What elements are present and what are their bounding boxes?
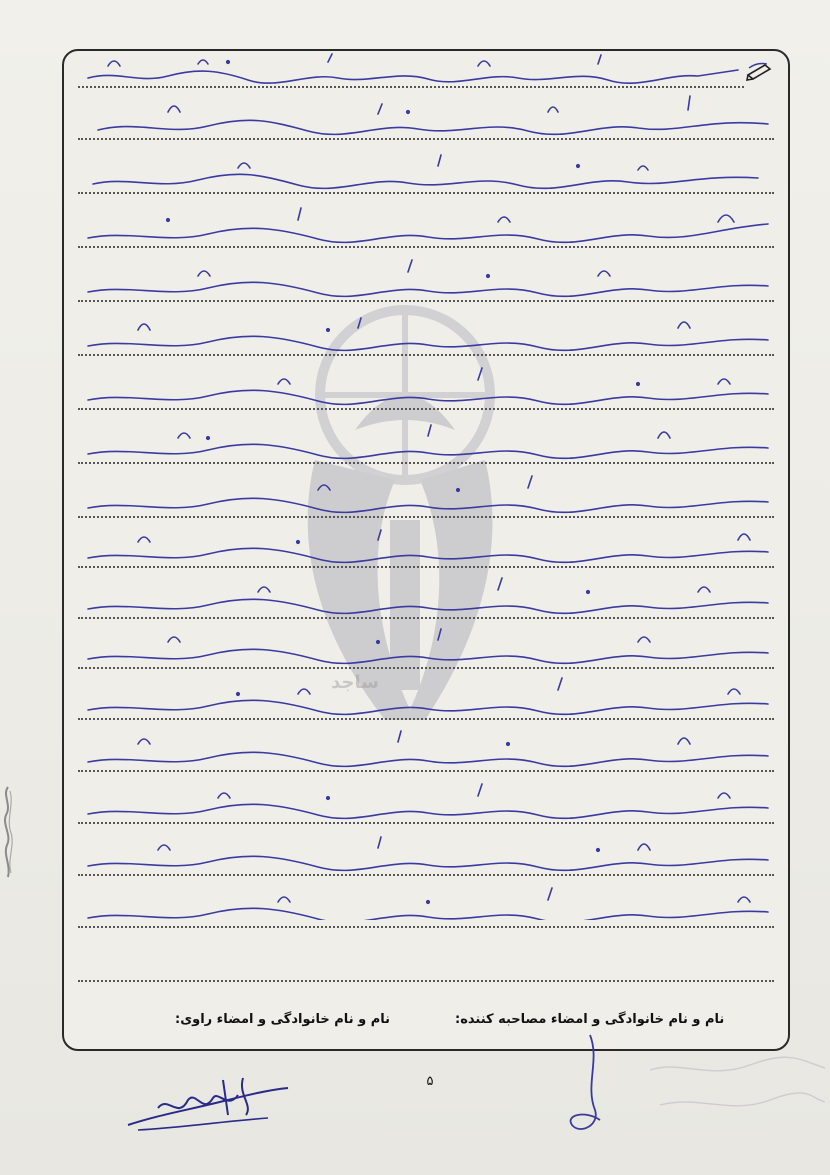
staple-icon — [0, 785, 16, 880]
ruled-line — [78, 926, 774, 928]
narrator-signature-label: نام و نام خانوادگی و امضاء راوی: — [175, 1012, 390, 1027]
signature-mark — [118, 1070, 298, 1150]
ruled-line — [78, 980, 774, 982]
handwritten-text — [78, 0, 774, 920]
interviewer-signature-label: نام و نام خانوادگی و امضاء مصاحبه کننده: — [455, 1012, 725, 1027]
signature-mark — [560, 1030, 620, 1140]
bleed-through-text — [640, 1010, 830, 1140]
watermark-text: ساجد — [331, 672, 379, 693]
page-number: ۵ — [426, 1074, 434, 1089]
